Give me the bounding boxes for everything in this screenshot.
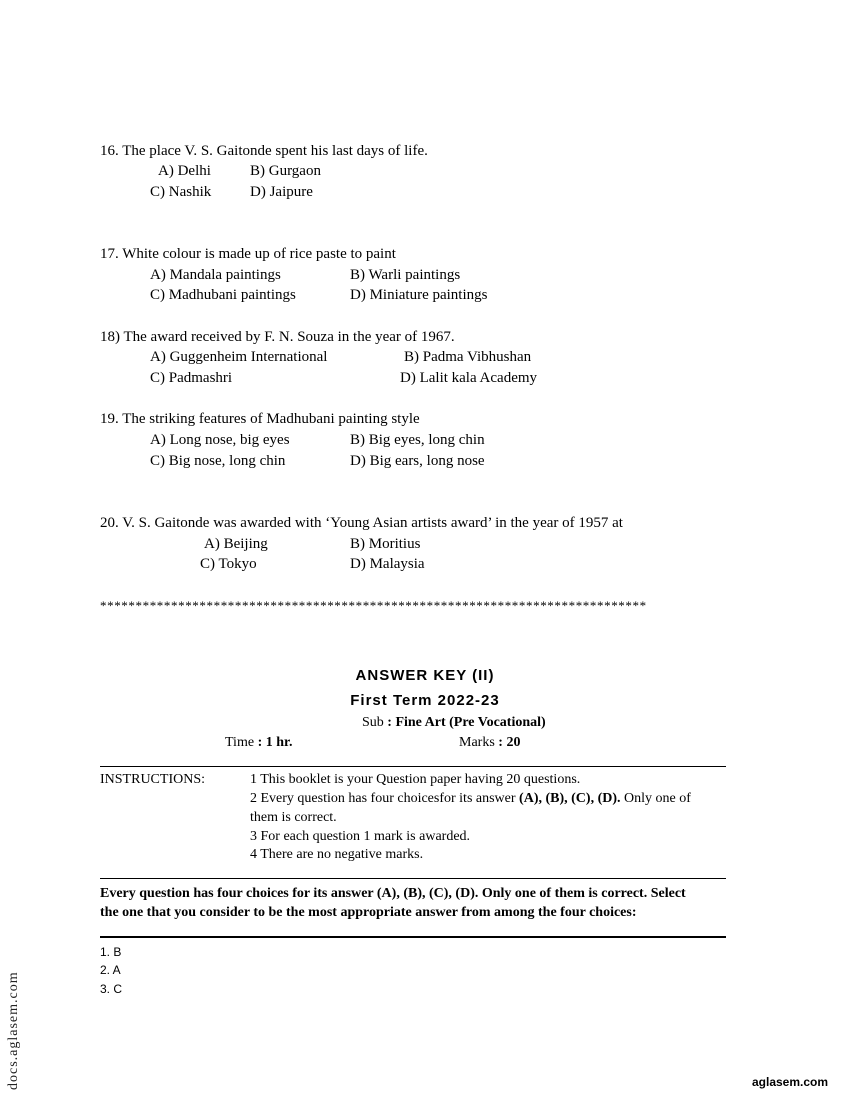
subject-value: : Fine Art (Pre Vocational) [387, 715, 546, 730]
question-17-option-d: D) Miniature paintings [350, 287, 488, 303]
question-19-option-d: D) Big ears, long nose [350, 453, 485, 469]
question-17-text: 17. White colour is made up of rice paste to paint [100, 246, 396, 262]
instruction-3: 3 For each question 1 mark is awarded. [250, 829, 471, 844]
question-19-text: 19. The striking features of Madhubani painting style [100, 411, 420, 427]
question-19-option-b: B) Big eyes, long chin [350, 432, 485, 448]
footer-brand: aglasem.com [752, 1075, 829, 1089]
divider-rule [100, 878, 726, 879]
question-18-option-d: D) Lalit kala Academy [400, 370, 538, 386]
instruction-2-continued: them is correct. [250, 810, 337, 825]
instruction-1: 1 This booklet is your Question paper having 20 questions. [250, 772, 581, 787]
question-20-option-d: D) Malaysia [350, 556, 425, 572]
marks-value: : 20 [498, 735, 521, 750]
question-20-option-b: B) Moritius [350, 536, 421, 552]
instruction-2-tail: Only one of [620, 791, 691, 806]
time-value: : 1 hr. [257, 735, 293, 750]
question-16-option-b: B) Gurgaon [250, 163, 321, 179]
question-16-option-d: D) Jaipure [250, 184, 313, 200]
question-16-option-a: A) Delhi [158, 163, 211, 179]
question-17-option-c: C) Madhubani paintings [150, 287, 296, 303]
divider-rule [100, 936, 726, 938]
answer-2: 2. A [100, 963, 121, 977]
question-19-option-c: C) Big nose, long chin [150, 453, 286, 469]
subject-line [362, 715, 546, 731]
question-18-option-a: A) Guggenheim International [150, 349, 328, 365]
question-17-option-b: B) Warli paintings [350, 267, 461, 283]
choices-note-line-2: the one that you consider to be the most appropriate answer from among the four choices: [100, 905, 637, 920]
instructions-label: INSTRUCTIONS: [100, 772, 206, 787]
question-16-text: 16. The place V. S. Gaitonde spent his last days of life. [100, 143, 428, 159]
question-20-option-c: C) Tokyo [200, 556, 257, 572]
question-18-option-b: B) Padma Vibhushan [404, 349, 532, 365]
side-watermark: docs.aglasem.com [6, 971, 21, 1090]
divider-rule [100, 766, 726, 767]
time-line [225, 735, 292, 751]
answer-3: 3. C [100, 982, 123, 996]
question-20-text: 20. V. S. Gaitonde was awarded with ‘Young Asian artists award’ in the year of 1957 at [100, 515, 623, 531]
question-18-option-c: C) Padmashri [150, 370, 233, 386]
subject-label: Sub [362, 715, 384, 730]
question-20-option-a: A) Beijing [204, 536, 268, 552]
marks-line [459, 735, 520, 751]
instruction-4: 4 There are no negative marks. [250, 847, 424, 862]
instruction-2-choices: (A), (B), (C), (D). [519, 791, 621, 806]
question-16-option-c: C) Nashik [150, 184, 212, 200]
instruction-2-text: 2 Every question has four choicesfor its answer [250, 791, 520, 806]
marks-label: Marks [459, 735, 495, 750]
answer-1: 1. B [100, 945, 122, 959]
question-17-option-a: A) Mandala paintings [150, 267, 281, 283]
star-separator: ***************************************************************************** [100, 598, 647, 613]
question-18-text: 18) The award received by F. N. Souza in the year of 1967. [100, 329, 455, 345]
instruction-2 [250, 791, 691, 807]
choices-note-line-1: Every question has four choices for its answer (A), (B), (C), (D). Only one of them is correct. Select [100, 886, 686, 901]
answer-key-term: First Term 2022-23 [350, 692, 500, 709]
answer-key-title: ANSWER KEY (II) [355, 667, 495, 684]
time-label: Time [225, 735, 255, 750]
question-19-option-a: A) Long nose, big eyes [150, 432, 290, 448]
